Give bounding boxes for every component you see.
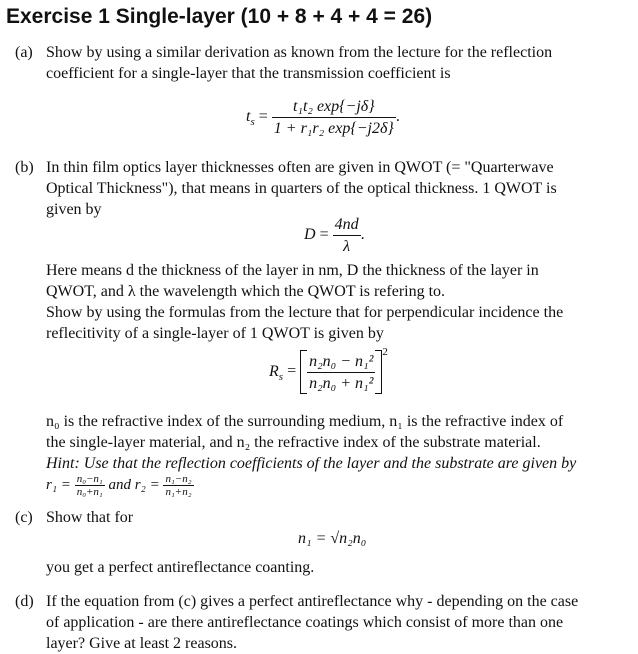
part-c-line-1: Show that for [46, 509, 134, 526]
ts-fraction [272, 96, 396, 139]
part-b-body [15, 260, 632, 344]
part-a-line-1: Show by using a similar derivation as known from the lecture for the reflection [46, 44, 553, 61]
qwot-fraction [333, 214, 361, 257]
r1-numerator: n₀−n₁ [76, 473, 103, 485]
part-b-line-4: Here means d the thickness of the layer in nm, D the thickness of the layer in [46, 262, 539, 279]
hint-formula [46, 473, 194, 498]
part-b-definitions [15, 411, 632, 474]
left-bracket [300, 350, 307, 394]
r2-denominator: n₁+n₂ [165, 486, 192, 498]
r2-fraction [163, 473, 193, 498]
ts-denominator: 1 + r₁r₂ exp{−j2δ} [272, 117, 396, 139]
part-b [15, 157, 632, 220]
exercise-title: Exercise 1 Single-layer (10 + 8 + 4 + 4 = 26) [6, 5, 433, 28]
rs-lhs: $R_s$ [269, 362, 284, 383]
qwot-lhs: D [304, 226, 316, 244]
part-a-line-2: coefficient for a single-layer that the transmission coefficient is [46, 65, 451, 82]
part-b-hint: Hint: Use that the reflection coefficients of the layer and the substrate are given by [46, 455, 577, 472]
r2-numerator: n₁−n₂ [165, 473, 192, 485]
ts-lhs: $t_s$ [246, 108, 255, 129]
part-b-line-3: given by [46, 201, 102, 218]
part-b-label: (b) [15, 159, 34, 176]
part-b-line-2: Optical Thickness"), that means in quarters of the optical thickness. 1 QWOT is [46, 180, 557, 197]
part-c-line-2: you get a perfect antireflectance coanting. [46, 559, 315, 576]
part-b-line-7: reflecitivity of a single-layer of 1 QWOT is given by [46, 325, 384, 342]
part-d-line-1: If the equation from (c) gives a perfect antireflectance why - depending on the case [46, 593, 579, 610]
part-b-line-9: the single-layer material, and n₂ the refractive index of the substrate material. [46, 434, 541, 451]
qwot-numerator: 4nd [334, 216, 359, 233]
part-b-line-1: In thin film optics layer thicknesses often are given in QWOT (= "Quarterwave [46, 159, 554, 176]
rs-denominator: n₂n₀ + n₁² [307, 372, 375, 394]
r1-denominator: n₀+n₁ [76, 486, 103, 498]
qwot-denominator: λ [333, 235, 361, 257]
r1-fraction [75, 473, 105, 498]
part-c [15, 507, 632, 528]
ts-numerator: t₁t₂ exp{−jδ} [292, 98, 375, 115]
qwot-formula: D = $\frac{4nd}{\lambda}$ . [304, 216, 365, 255]
reflectivity-formula: $R_s$ = $\frac{\text{n₂n₀ − n₁²}}{\text{n₂n₀ + n₁²}}$ $^2$ [269, 350, 388, 394]
r1-lhs: r₁ = [46, 476, 71, 493]
part-b-line-5: QWOT, and λ the wavelength which the QWOT is refering to. [46, 283, 446, 300]
r2-lhs: r₂ = [134, 476, 160, 493]
part-a [15, 42, 632, 84]
part-c-label: (c) [15, 509, 33, 526]
part-a-label: (a) [15, 44, 33, 61]
part-d-line-3: layer? Give at least 2 reasons. [46, 635, 238, 652]
part-c-result [15, 557, 632, 578]
and-word: and [108, 476, 132, 493]
transmission-formula: $t_s$ = $\frac{\text{t₁t₂ exp\{−jδ\}}}{\text{1 + r₁r₂ exp\{−j2δ\}}}$ . [246, 98, 400, 137]
part-b-line-6: Show by using the formulas from the lecture that for perpendicular incidence the [46, 304, 564, 321]
part-d-line-2: of application - are there antireflectance coatings which consist of more than one [46, 614, 564, 631]
part-d [15, 591, 632, 654]
rs-exponent: 2 [382, 346, 388, 359]
part-d-label: (d) [15, 593, 34, 610]
antireflection-condition: n₁ = √n₂n₀ [298, 530, 367, 547]
rs-numerator: n₂n₀ − n₁² [309, 352, 374, 370]
part-b-line-8: n₀ is the refractive index of the surrounding medium, n₁ is the refractive index of [46, 413, 564, 430]
rs-fraction [307, 351, 375, 394]
